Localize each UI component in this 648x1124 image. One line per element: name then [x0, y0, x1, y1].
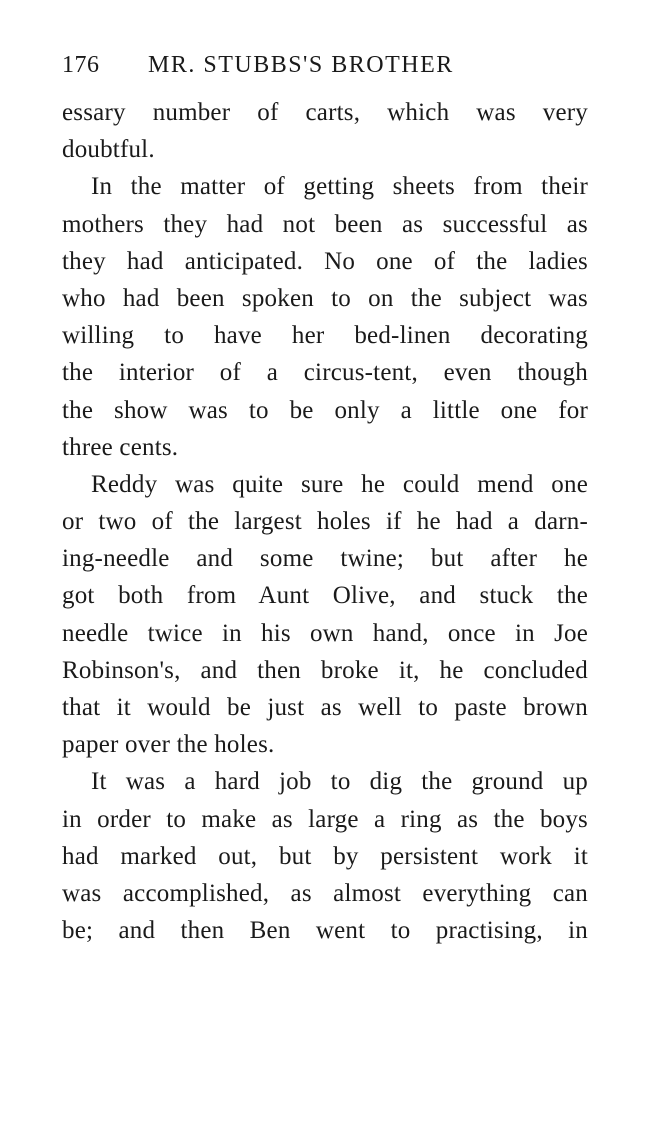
text-line: willing to have her bed-linen decorating — [62, 322, 588, 350]
running-head — [62, 52, 588, 92]
body-text — [62, 94, 588, 949]
text-line: the show was to be only a little one for — [62, 396, 588, 424]
text-line: that it would be just as well to paste brown — [62, 694, 588, 721]
book-page — [62, 52, 588, 949]
text-line: or two of the largest holes if he had a darn- — [62, 508, 588, 536]
text-line: paper over the holes. — [62, 731, 275, 759]
text-line: three cents. — [62, 433, 179, 461]
text-line: had marked out, but by persistent work it — [62, 842, 588, 870]
running-title: MR. STUBBS'S BROTHER — [148, 52, 454, 78]
text-line: needle twice in his own hand, once in Joe — [62, 619, 588, 647]
text-line: mothers they had not been as successful as — [62, 210, 588, 238]
text-line: was accomplished, as almost everything can — [62, 879, 588, 907]
text-line: they had anticipated. No one of the ladies — [62, 247, 588, 275]
text-line: be; and then Ben went to practising, in — [62, 917, 588, 945]
text-line: doubtful. — [62, 136, 155, 164]
text-line: essary number of carts, which was very — [62, 99, 588, 126]
page-number: 176 — [62, 52, 100, 78]
text-line: who had been spoken to on the subject was — [62, 284, 588, 312]
text-line: the interior of a circus-tent, even though — [62, 359, 588, 387]
text-line: in order to make as large a ring as the boys — [62, 805, 588, 833]
text-line: In the matter of getting sheets from their — [91, 173, 588, 201]
text-line: Robinson's, and then broke it, he concluded — [62, 656, 588, 684]
text-line: ing-needle and some twine; but after he — [62, 545, 588, 573]
text-line: It was a hard job to dig the ground up — [91, 768, 588, 796]
text-line: got both from Aunt Olive, and stuck the — [62, 582, 588, 610]
text-line: Reddy was quite sure he could mend one — [91, 470, 588, 498]
